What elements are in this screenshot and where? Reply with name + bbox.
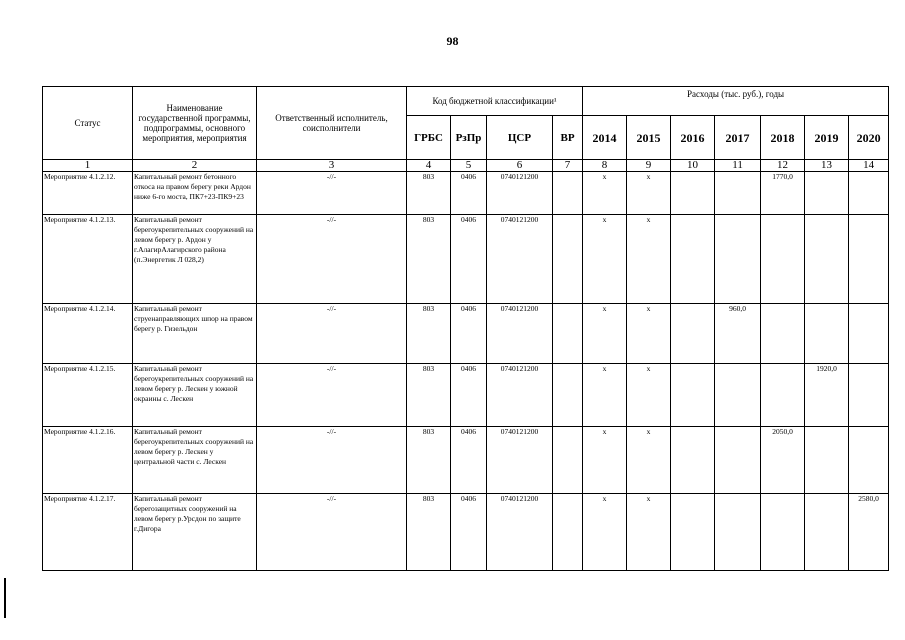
column-number: 4 [407, 160, 451, 172]
row-grbs: 803 [407, 364, 451, 427]
page-number: 98 [446, 34, 459, 48]
column-number: 5 [451, 160, 487, 172]
row-rzpr: 0406 [451, 427, 487, 494]
row-2017 [715, 494, 761, 571]
column-number: 11 [715, 160, 761, 172]
row-2015: x [627, 304, 671, 364]
header-year: 2014 [583, 116, 627, 160]
row-executor: -//- [257, 427, 407, 494]
row-2016 [671, 215, 715, 304]
row-2019: 1920,0 [805, 364, 849, 427]
row-status: Мероприятие 4.1.2.15. [43, 364, 133, 427]
row-2019 [805, 304, 849, 364]
row-name: Капитальный ремонт берегозащитных сооружений на левом берегу р.Урсдон по защите г.Дигора [133, 494, 257, 571]
header-year: 2018 [761, 116, 805, 160]
row-name: Капитальный ремонт берегоукрепительных сооружений на левом берегу р. Лескен у южной окраины с. Лескен [133, 364, 257, 427]
row-name: Капитальный ремонт бетонного откоса на правом берегу реки Ардон ниже 6-го моста, ПК7+23-ПК9+23 [133, 172, 257, 215]
table-row [43, 364, 889, 427]
row-2018 [761, 494, 805, 571]
column-number: 1 [43, 160, 133, 172]
row-2016 [671, 364, 715, 427]
row-csr: 0740121200 [487, 494, 553, 571]
row-2014: x [583, 494, 627, 571]
row-name: Капитальный ремонт берегоукрепительных сооружений на левом берегу р. Лескен у центральной части с. Лескен [133, 427, 257, 494]
row-2019 [805, 427, 849, 494]
row-2014: x [583, 364, 627, 427]
row-vr [553, 494, 583, 571]
row-2020: 2580,0 [849, 494, 889, 571]
column-number: 12 [761, 160, 805, 172]
row-2015: x [627, 215, 671, 304]
row-status: Мероприятие 4.1.2.17. [43, 494, 133, 571]
row-executor: -//- [257, 172, 407, 215]
column-number: 7 [553, 160, 583, 172]
row-2018: 2050,0 [761, 427, 805, 494]
column-numbers-row [43, 160, 889, 172]
header-rzpr: РзПр [451, 116, 487, 160]
header-year: 2015 [627, 116, 671, 160]
row-2015: x [627, 494, 671, 571]
table-row [43, 172, 889, 215]
column-number: 3 [257, 160, 407, 172]
column-number: 2 [133, 160, 257, 172]
row-rzpr: 0406 [451, 304, 487, 364]
row-status: Мероприятие 4.1.2.16. [43, 427, 133, 494]
row-csr: 0740121200 [487, 172, 553, 215]
row-csr: 0740121200 [487, 304, 553, 364]
row-2019 [805, 172, 849, 215]
row-executor: -//- [257, 364, 407, 427]
table-row [43, 215, 889, 304]
header-budget-code: Код бюджетной классификации¹ [407, 87, 583, 116]
row-executor: -//- [257, 304, 407, 364]
row-status: Мероприятие 4.1.2.12. [43, 172, 133, 215]
header-executor: Ответственный исполнитель, соисполнители [257, 87, 407, 160]
row-csr: 0740121200 [487, 215, 553, 304]
row-name: Капитальный ремонт струенаправляющих шпор на правом берегу р. Гизельдон [133, 304, 257, 364]
row-2020 [849, 172, 889, 215]
row-status: Мероприятие 4.1.2.13. [43, 215, 133, 304]
row-2019 [805, 215, 849, 304]
row-executor: -//- [257, 494, 407, 571]
row-2018: 1770,0 [761, 172, 805, 215]
header-expenses: Расходы (тыс. руб.), годы [583, 87, 889, 116]
column-number: 8 [583, 160, 627, 172]
row-2015: x [627, 364, 671, 427]
row-vr [553, 172, 583, 215]
row-2020 [849, 215, 889, 304]
table-row [43, 304, 889, 364]
row-rzpr: 0406 [451, 215, 487, 304]
row-grbs: 803 [407, 172, 451, 215]
table-row [43, 427, 889, 494]
header-csr: ЦСР [487, 116, 553, 160]
row-vr [553, 215, 583, 304]
header-year: 2017 [715, 116, 761, 160]
budget-table [42, 86, 889, 571]
header-name: Наименование государственной программы, подпрограммы, основного мероприятия, мероприятия [133, 87, 257, 160]
header-year: 2020 [849, 116, 889, 160]
row-vr [553, 427, 583, 494]
column-number: 14 [849, 160, 889, 172]
row-2018 [761, 215, 805, 304]
row-2019 [805, 494, 849, 571]
row-2017 [715, 172, 761, 215]
row-2016 [671, 427, 715, 494]
row-name: Капитальный ремонт берегоукрепительных сооружений на левом берегу р. Ардон у г.АлагирАлагирского района (п.Энергетик Л 028,2) [133, 215, 257, 304]
row-2018 [761, 304, 805, 364]
row-2016 [671, 172, 715, 215]
row-2020 [849, 364, 889, 427]
row-2016 [671, 304, 715, 364]
row-rzpr: 0406 [451, 364, 487, 427]
header-status: Статус [43, 87, 133, 160]
header-grbs: ГРБС [407, 116, 451, 160]
row-grbs: 803 [407, 215, 451, 304]
row-vr [553, 304, 583, 364]
column-number: 9 [627, 160, 671, 172]
row-2016 [671, 494, 715, 571]
row-executor: -//- [257, 215, 407, 304]
row-2020 [849, 427, 889, 494]
header-year: 2019 [805, 116, 849, 160]
row-2018 [761, 364, 805, 427]
row-vr [553, 364, 583, 427]
row-rzpr: 0406 [451, 494, 487, 571]
row-2015: x [627, 427, 671, 494]
column-number: 6 [487, 160, 553, 172]
row-2017 [715, 364, 761, 427]
row-2014: x [583, 172, 627, 215]
header-year: 2016 [671, 116, 715, 160]
row-status: Мероприятие 4.1.2.14. [43, 304, 133, 364]
table-row [43, 494, 889, 571]
row-csr: 0740121200 [487, 427, 553, 494]
header-vr: ВР [553, 116, 583, 160]
row-2020 [849, 304, 889, 364]
row-2014: x [583, 215, 627, 304]
row-grbs: 803 [407, 304, 451, 364]
column-number: 13 [805, 160, 849, 172]
page-edge-mark [4, 578, 6, 618]
row-2017: 960,0 [715, 304, 761, 364]
row-rzpr: 0406 [451, 172, 487, 215]
row-2015: x [627, 172, 671, 215]
row-2014: x [583, 304, 627, 364]
row-grbs: 803 [407, 427, 451, 494]
row-2014: x [583, 427, 627, 494]
row-grbs: 803 [407, 494, 451, 571]
column-number: 10 [671, 160, 715, 172]
row-2017 [715, 427, 761, 494]
row-csr: 0740121200 [487, 364, 553, 427]
row-2017 [715, 215, 761, 304]
